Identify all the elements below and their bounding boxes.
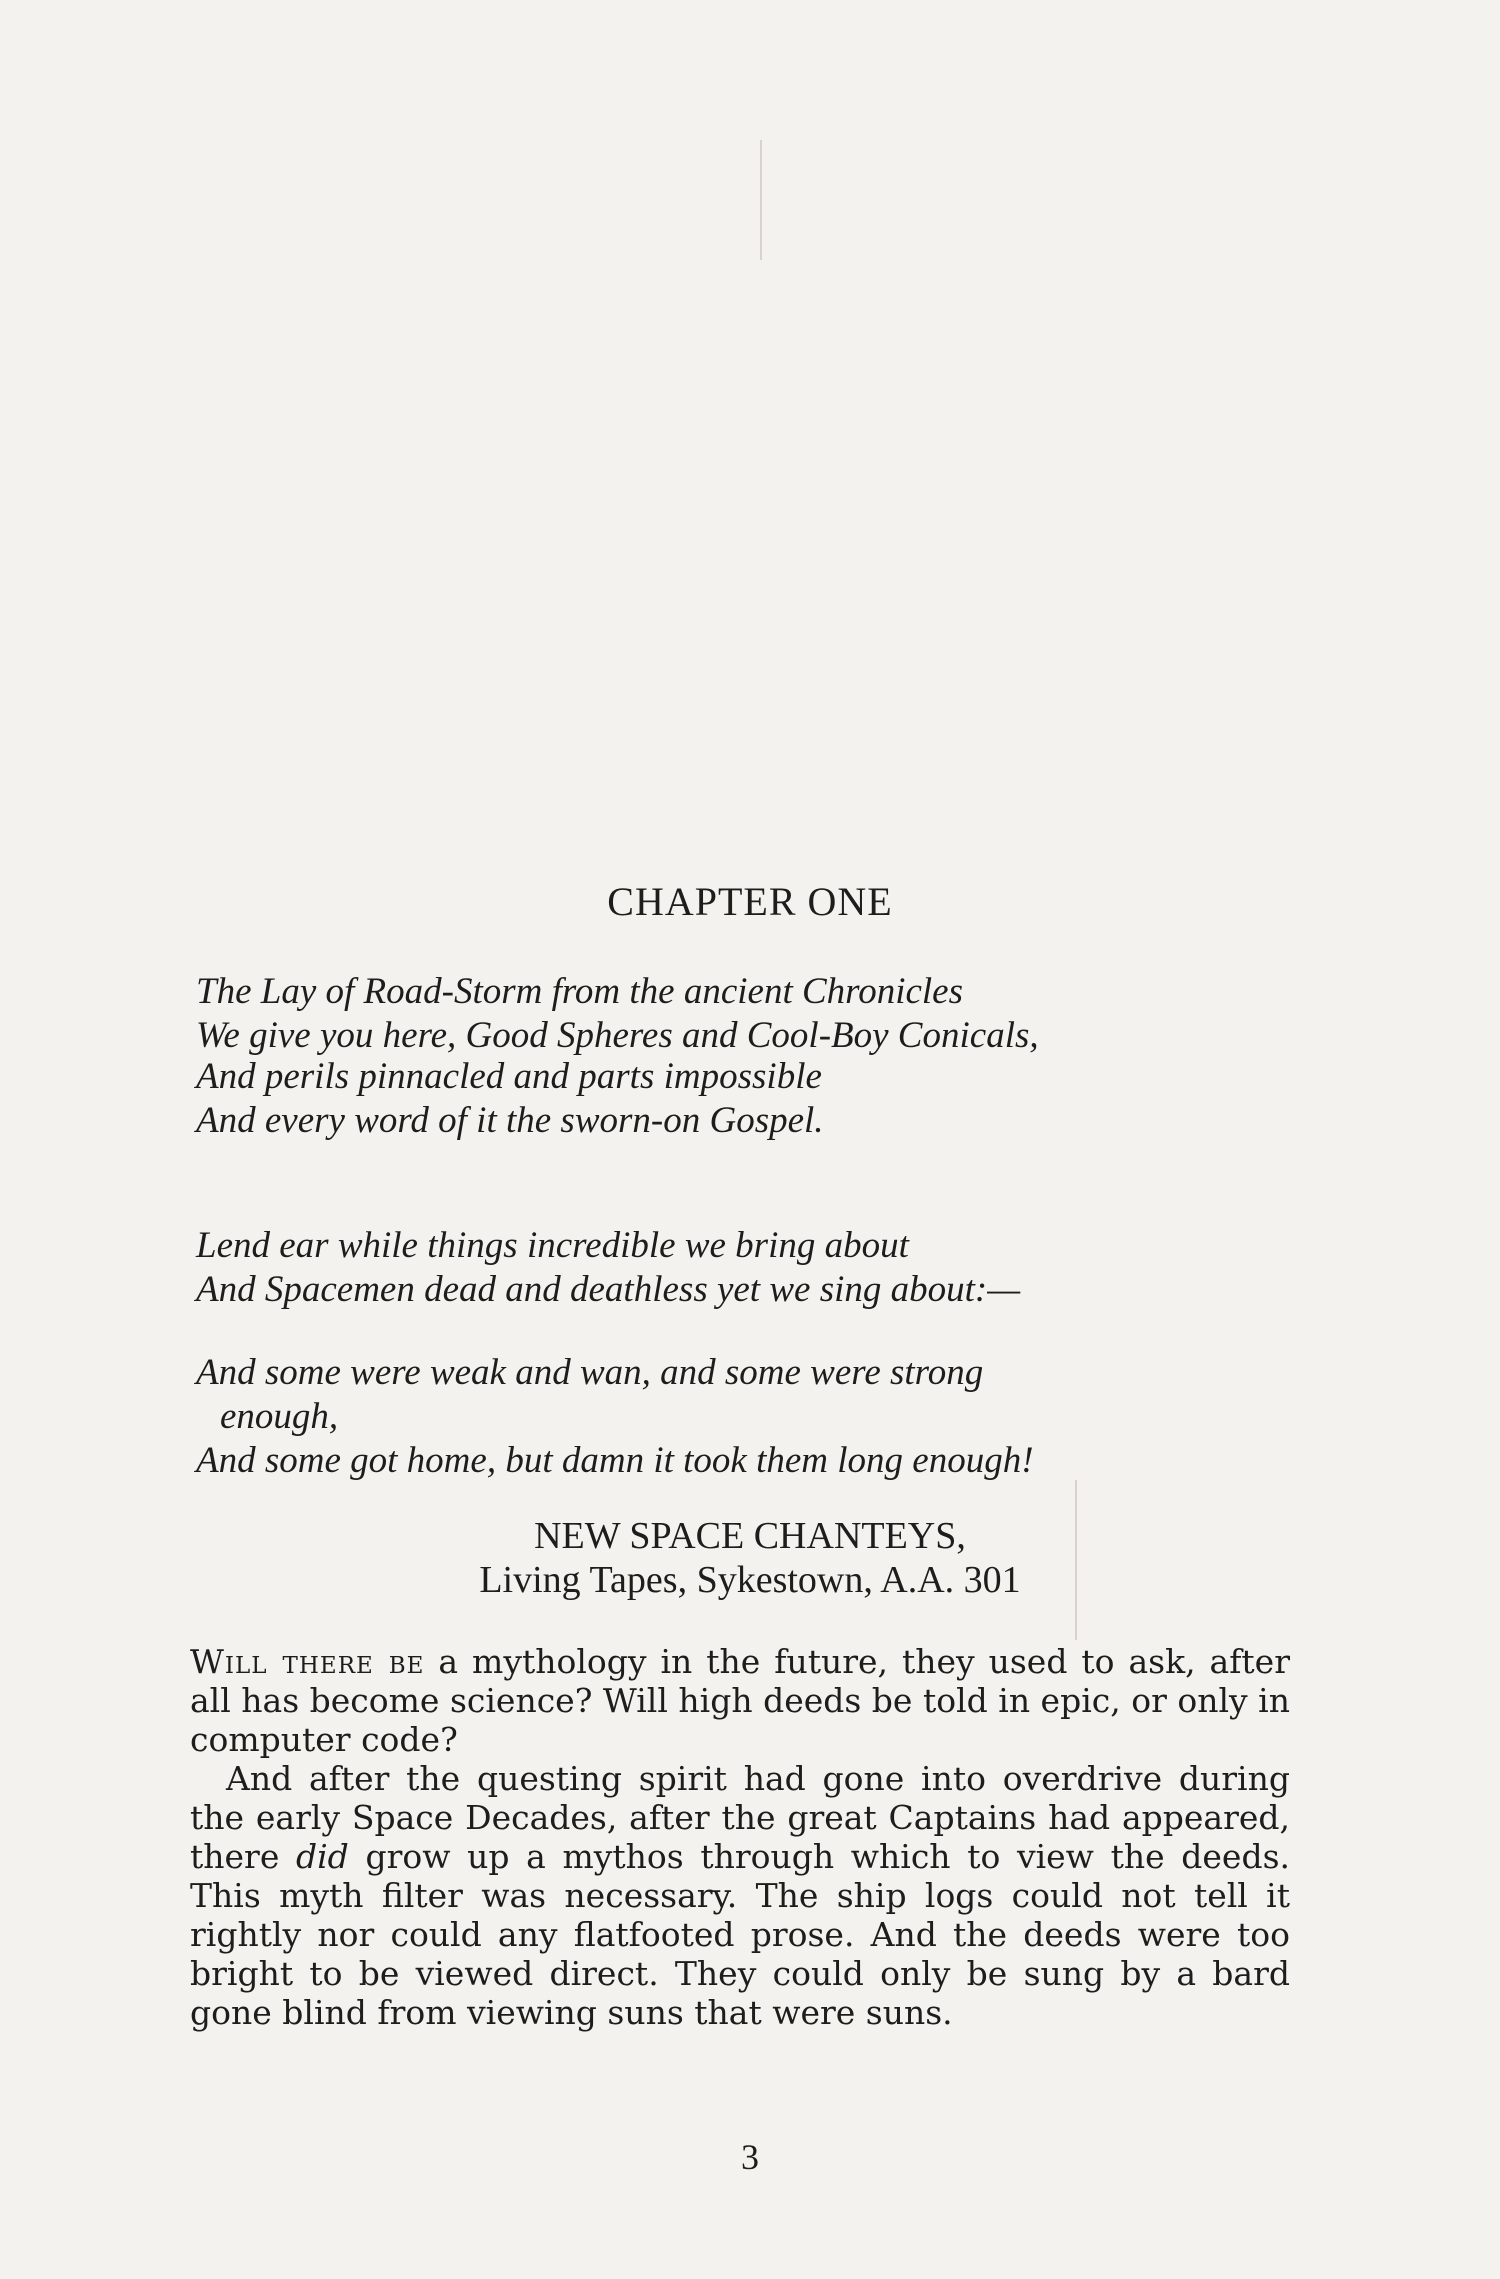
paragraph-text: a mythology in the future, they used to ask, after all has become science? Will high deeds be told in epic, or only in computer code? (190, 1642, 1290, 1759)
verse-line: And Spacemen dead and deathless yet we sing about:— (196, 1269, 1021, 1310)
attribution-publisher: Living Tapes, Sykestown, A.A. 301 (479, 1559, 1021, 1601)
attribution-source: NEW SPACE CHANTEYS, (534, 1515, 966, 1557)
verse-line: And every word of it the sworn-on Gospel. (196, 1100, 824, 1141)
paragraph-lead-in: Will there be (190, 1642, 425, 1681)
scan-artifact (760, 140, 762, 260)
verse-line: And some were weak and wan, and some were strong (196, 1352, 984, 1393)
epigraph-stanza (196, 1351, 1296, 1483)
verse-line: Lend ear while things incredible we bring about (196, 1225, 909, 1266)
verse-line: And some got home, but damn it took them long enough! (196, 1440, 1034, 1481)
body-text (190, 1642, 1290, 2032)
chapter-title: CHAPTER ONE (607, 879, 893, 924)
verse-line: And perils pinnacled and parts impossible (196, 1056, 822, 1097)
paragraph (190, 1759, 1290, 2032)
epigraph-stanza (196, 970, 1296, 1058)
epigraph-stanza (196, 1055, 1296, 1143)
verse-line: We give you here, Good Spheres and Cool-Boy Conicals, (196, 1015, 1039, 1056)
verse-line: The Lay of Road-Storm from the ancient Chronicles (196, 971, 963, 1012)
emphasis: did (296, 1837, 349, 1876)
paragraph-text: And after the questing spirit had gone into overdrive during the early Space Decades, after the great Captains had appeared, there (190, 1759, 1290, 1876)
epigraph-stanza (196, 1224, 1296, 1312)
epigraph-attribution (0, 1514, 1500, 1602)
paragraph (190, 1642, 1290, 1759)
page-number: 3 (741, 2137, 759, 2177)
paragraph-text: grow up a mythos through which to view the deeds. This myth filter was necessary. The ship logs could not tell it rightly nor could any flatfooted prose. And the deeds were too bright to be viewed direct. They could only be sung by a bard gone blind from viewing suns that were suns. (190, 1837, 1290, 2032)
verse-line: enough, (220, 1396, 339, 1437)
